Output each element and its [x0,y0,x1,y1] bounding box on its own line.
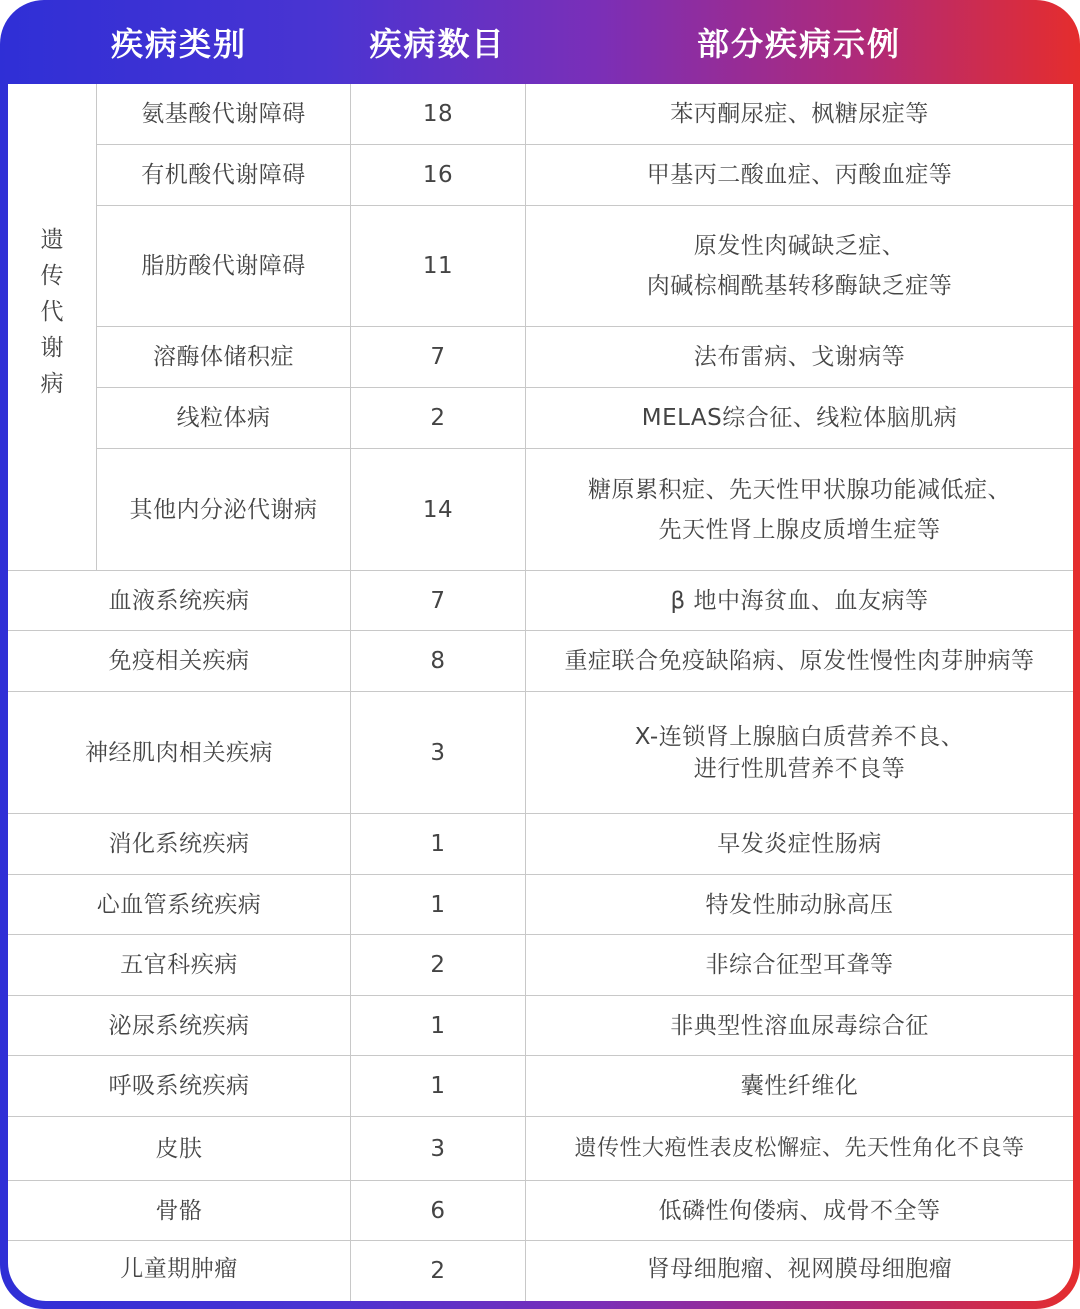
table-row-name: 五官科疾病 [120,952,238,978]
table-row-name: 儿童期肿瘤 [120,1255,238,1282]
table-row-examples: MELAS综合征、线粒体脑肌病 [641,405,958,431]
table-row-name: 氨基酸代谢障碍 [141,101,306,127]
disease-table [8,84,1073,1301]
table-row-count: 1 [430,891,446,918]
table-row-name: 消化系统疾病 [108,831,250,857]
table-row-examples: 遗传性大疱性表皮松懈症、先天性角化不良等 [574,1135,1025,1161]
table-row-examples: 低磷性佝偻病、成骨不全等 [658,1197,941,1224]
table-row-examples: 法布雷病、戈谢病等 [693,344,906,370]
table-row-name: 心血管系统疾病 [96,891,262,918]
table-row-count: 14 [422,496,454,523]
table-row-count: 18 [422,101,454,127]
table-row-examples: 囊性纤维化 [740,1073,859,1099]
header-count: 疾病数目 [369,25,506,63]
table-row-count: 16 [422,162,454,188]
table-row-examples: 非典型性溶血尿毒综合征 [670,1012,929,1039]
table-row-count: 1 [430,1012,446,1039]
table-row-count: 1 [430,1073,446,1099]
table-row-name: 溶酶体储积症 [153,344,294,370]
table-row-name: 神经肌肉相关疾病 [85,739,273,766]
table-row-examples: 非综合征型耳聋等 [705,952,894,978]
table-row-name: 血液系统疾病 [108,587,250,614]
table-row-examples: 甲基丙二酸血症、丙酸血症等 [646,162,953,188]
table-row-examples: β 地中海贫血、血友病等 [670,587,929,614]
table-row-name: 有机酸代谢障碍 [141,162,306,188]
table-row-count: 6 [430,1197,446,1224]
table-row-count: 8 [430,648,446,674]
table-row-name: 泌尿系统疾病 [108,1012,250,1039]
table-row-examples: 特发性肺动脉高压 [705,891,894,918]
table-row-examples: 原发性肉碱缺乏症、 肉碱棕榈酰基转移酶缺乏症等 [646,233,953,299]
table-row-examples: 糖原累积症、先天性甲状腺功能减低症、 先天性肾上腺皮质增生症等 [588,476,1011,543]
table-row-examples: 苯丙酮尿症、枫糖尿症等 [670,101,929,127]
table-row-count: 3 [430,1135,446,1162]
table-row-name: 脂肪酸代谢障碍 [141,253,306,279]
table-row-count: 3 [430,739,446,766]
table-row-name: 呼吸系统疾病 [108,1073,250,1099]
table-row-name: 免疫相关疾病 [108,648,250,674]
header-examples: 部分疾病示例 [696,25,901,63]
table-row-name: 皮肤 [155,1135,203,1162]
table-row-count: 7 [430,344,446,370]
group-label: 遗传代谢病 [40,227,64,397]
table-row-name: 其他内分泌代谢病 [129,496,318,523]
table-row-count: 2 [430,405,446,431]
table-row-count: 1 [430,831,446,857]
table-row-name: 线粒体病 [176,405,271,431]
table-row-count: 2 [430,952,446,978]
table-row-count: 7 [430,587,446,614]
table-row-examples: X-连锁肾上腺脑白质营养不良、 进行性肌营养不良等 [634,723,965,782]
table-row-name: 骨骼 [155,1197,203,1224]
table-row-count: 2 [430,1258,446,1284]
header-category: 疾病类别 [110,25,247,63]
table-row-examples: 肾母细胞瘤、视网膜母细胞瘤 [646,1255,953,1282]
table-row-examples: 早发炎症性肠病 [717,831,882,857]
table-row-count: 11 [422,253,454,279]
table-row-examples: 重症联合免疫缺陷病、原发性慢性肉芽肿病等 [564,648,1035,674]
